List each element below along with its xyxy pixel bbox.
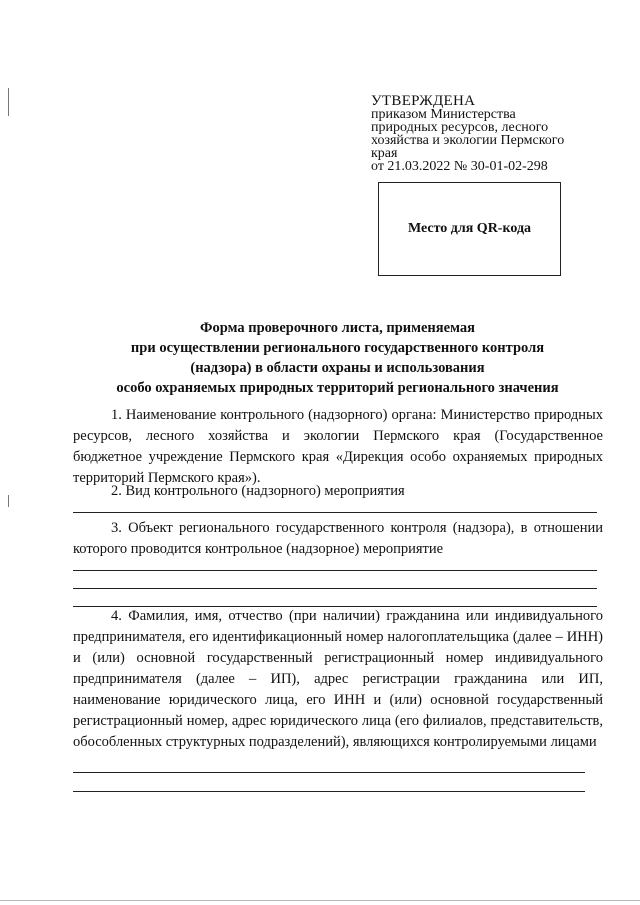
qr-code-label: Место для QR-кода xyxy=(407,221,532,236)
form-title xyxy=(70,318,605,398)
approval-date-number: от 21.03.2022 № 30-01-02-298 xyxy=(371,159,548,174)
fill-line[interactable] xyxy=(73,588,597,589)
item-3-text: 3. Объект регионального государственного контроля (надзора), в отношении которого проводится контрольное (надзорное) мероприятие xyxy=(73,520,603,557)
approval-heading: УТВЕРЖДЕНА xyxy=(371,93,476,109)
approval-line: приказом Министерства xyxy=(371,107,516,122)
item-4-text: 4. Фамилия, имя, отчество (при наличии) гражданина или индивидуального предпринимателя, его идентификационный номер налогоплательщика (далее – ИНН) и (или) основной государственный регистрационный номер индивидуального предпринимателя (далее – ИП), адрес регистрации гражданина или ИП, наименование юридического лица, его ИНН и (или) основной государственный регистрационный номер, адрес юридического лица (его филиалов, представительств, обособленных структурных подразделений), являющихся контролируемыми лицами xyxy=(73,608,603,750)
title-line: (надзора) в области охраны и использования xyxy=(190,360,485,376)
item-4-block xyxy=(73,606,603,753)
approval-line: края xyxy=(371,146,398,161)
scan-mark-bottom xyxy=(0,900,640,901)
item-2-block xyxy=(73,481,603,502)
item-1-block xyxy=(73,405,603,489)
title-line: Форма проверочного листа, применяемая xyxy=(200,320,475,336)
fill-line[interactable] xyxy=(73,512,597,513)
title-line: особо охраняемых природных территорий регионального значения xyxy=(116,380,559,396)
item-3-block xyxy=(73,518,603,560)
title-line: при осуществлении регионального государственного контроля xyxy=(130,340,545,356)
item-1-text: 1. Наименование контрольного (надзорного) органа: Министерство природных ресурсов, лесного хозяйства и экологии Пермского края (Государственное бюджетное учреждение Пермского края «Дирекция особо охраняемых природных территорий Пермского края»). xyxy=(73,407,603,486)
approval-line: природных ресурсов, лесного xyxy=(371,120,549,135)
fill-line[interactable] xyxy=(73,772,585,773)
scan-mark-middle xyxy=(8,495,9,507)
approval-line: хозяйства и экологии Пермского xyxy=(371,133,565,148)
scan-mark-top xyxy=(8,88,9,116)
qr-code-placeholder xyxy=(378,182,561,276)
fill-line[interactable] xyxy=(73,570,597,571)
item-2-text: 2. Вид контрольного (надзорного) мероприятия xyxy=(111,483,405,499)
fill-line[interactable] xyxy=(73,791,585,792)
approval-block xyxy=(371,94,621,173)
